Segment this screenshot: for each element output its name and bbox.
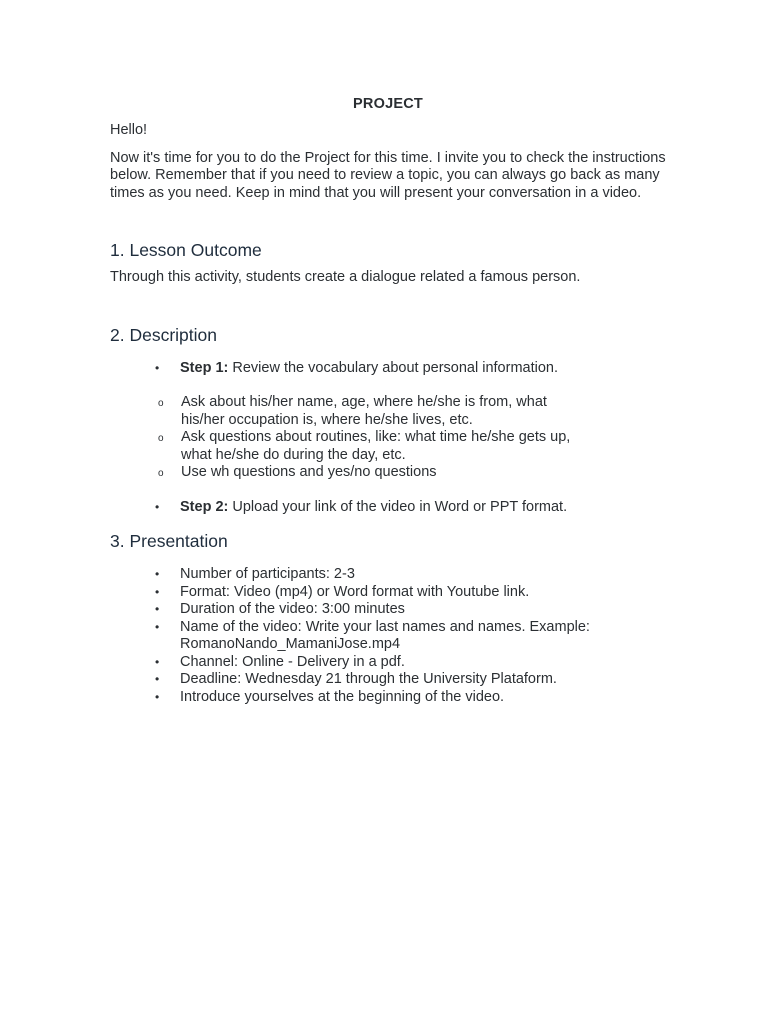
presentation-list [110, 566, 666, 706]
step-1-subitems [110, 394, 581, 482]
presentation-item: • Format: Video (mp4) or Word format with Youtube link. [180, 584, 666, 602]
description-heading: 2. Description [110, 324, 217, 345]
lesson-outcome-text: Through this activity, students create a dialogue related a famous person. [110, 269, 581, 285]
step-1-text: Review the vocabulary about personal information. [228, 359, 558, 376]
document-title: PROJECT [353, 96, 423, 112]
step-1-item [180, 360, 666, 378]
intro-paragraph: Now it's time for you to do the Project for this time. I invite you to check the instructions below. Remember that if you need to review a topic, you can always go back as many times as you need. Keep in mind that you will present your conversation in a video. [110, 149, 666, 201]
presentation-item: • Deadline: Wednesday 21 through the University Plataform. [180, 671, 666, 689]
steps-list [110, 360, 666, 378]
step-2-label: Step 2: [180, 498, 229, 515]
presentation-item: • Introduce yourselves at the beginning of the video. [180, 689, 666, 707]
document-page [110, 96, 666, 706]
step-2-item [180, 499, 666, 517]
presentation-heading: 3. Presentation [110, 531, 228, 551]
subitem: o Ask about his/her name, age, where he/she is from, what his/her occupation is, where he/she lives, etc. [181, 394, 581, 429]
steps-list-continued [110, 499, 666, 517]
greeting-text: Hello! [110, 122, 148, 138]
presentation-item: • Number of participants: 2-3 [180, 566, 666, 584]
presentation-item: • Duration of the video: 3:00 minutes [180, 601, 666, 619]
presentation-item: • Name of the video: Write your last names and names. Example: RomanoNando_MamaniJose.mp4 [180, 619, 666, 654]
subitem: o Ask questions about routines, like: what time he/she gets up, what he/she do during the day, etc. [181, 429, 581, 464]
subitem: o Use wh questions and yes/no questions [181, 464, 581, 482]
step-2-text: Upload your link of the video in Word or PPT format. [228, 498, 568, 515]
presentation-item: • Channel: Online - Delivery in a pdf. [180, 654, 666, 672]
lesson-outcome-heading: 1. Lesson Outcome [110, 240, 262, 260]
step-1-label: Step 1: [180, 359, 229, 376]
